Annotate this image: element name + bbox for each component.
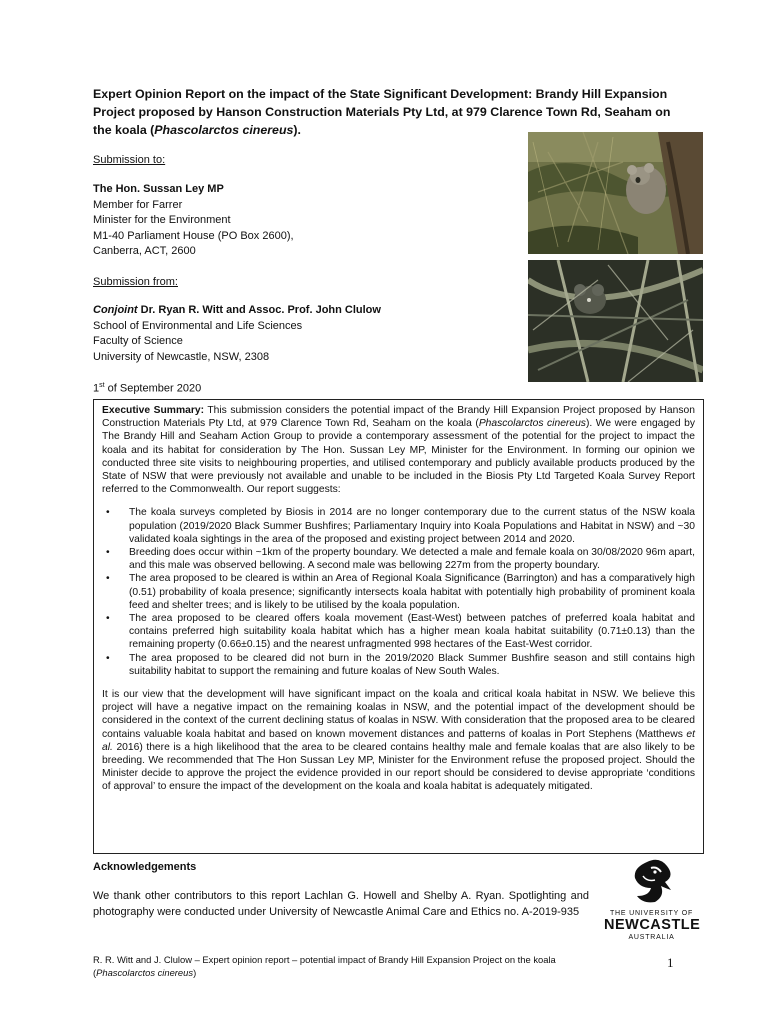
summary-bullet [102, 572, 695, 612]
bullet-dot: • [106, 573, 110, 585]
summary-p1-part-b: ). We were engaged by The Brandy Hill and Seaham Action Group to provide a contemporary assessment of the potential for the project to impact the koala and its habitat for consideration by The Hon. Sussan Ley MP, Minister for the Environment. In forming our opinion we conducted three site visits to neighbouring properties, and utilised contemporary and publicly available products produced by the State of NSW that were previously not available and unable to be included in the Biosis Pty Ltd Targeted Koala Survey Report referred to the Commonwealth. Our report suggests: [102, 418, 696, 496]
title-scientific-name: Phascolarctos cinereus [154, 123, 294, 137]
summary-bullet-text: The area proposed to be cleared did not burn in the 2019/2020 Black Summer Bushfire season and still contains high suitability habitat to support the remaining and future koalas of New South Wales. [129, 652, 695, 677]
summary-et-al: et al. [102, 728, 695, 753]
submission-from-address [93, 303, 381, 365]
author-line-3: University of Newcastle, NSW, 2308 [93, 350, 270, 363]
summary-bullet [102, 652, 695, 678]
footer-scientific-name: Phascolarctos cinereus [96, 967, 194, 978]
recipient-line-4: Canberra, ACT, 2600 [93, 245, 196, 257]
title-line-3-pre: the koala ( [93, 123, 155, 137]
report-date [93, 378, 201, 397]
summary-bullet-list [102, 506, 695, 678]
summary-bullet-text: Breeding does occur within ~1km of the property boundary. We detected a male and female koala on 30/08/2020 96m apart, and this male was observed bellowing. A second male was bellowing 227m from the property boundary. [129, 547, 695, 572]
university-logo [604, 858, 699, 942]
date-rest: of September 2020 [104, 382, 202, 395]
submission-from-label: Submission from: [93, 276, 178, 288]
author-line-1: School of Environmental and Life Sciences [93, 319, 303, 332]
report-title [93, 85, 718, 139]
title-line-2: Project proposed by Hanson Construction Materials Pty Ltd, at 979 Clarence Town Rd, Seaham on [93, 105, 671, 119]
logo-line-2: NEWCASTLE [604, 917, 701, 933]
summary-p2-part-b: 2016) there is a high likelihood that the area to be cleared contains healthy male and female koalas that are also likely to be breeding. We recommended that The Hon Sussan Ley MP, Minister for the Environment refuse the proposed project. Should the Minister decide to approve the project the evidence provided in our report should be considered to devise appropriate ‘conditions of approval’ to ensure the impact of the development on the koala and koala habitat is adequately mitigated. [102, 741, 695, 793]
summary-bullet-text: The area proposed to be cleared offers koala movement (East-West) between patches of preferred koala habitat and contains preferred high suitability koala habitat which has a higher mean koala habitat suitability (0.71±0.13) than the remaining property (0.66±0.15) and the nearest unfragmented 998 hectares of the East-West corridor. [129, 613, 695, 651]
bullet-dot: • [106, 547, 110, 559]
submission-to-address [93, 182, 294, 260]
summary-paragraph-2 [102, 688, 695, 794]
acknowledgements-heading: Acknowledgements [93, 861, 197, 873]
recipient-name: The Hon. Sussan Ley MP [93, 183, 224, 195]
summary-paragraph-1 [102, 404, 695, 496]
conjoint-label: Conjoint [93, 304, 138, 316]
summary-bullet-text: The koala surveys completed by Biosis in 2014 are no longer contemporary due to the current status of the NSW koala population (2019/2020 Black Summer Bushfires; Parliamentary Inquiry into Koala Populations and Habitat in NSW) and ~30 validated koala sightings in the area of the proposed and existing project between 2014 and 2020. [129, 507, 695, 545]
seahorse-logo-icon [604, 858, 699, 909]
summary-p1-part-a: This submission considers the potential impact of the Brandy Hill Expansion Project proposed by Hanson Construction Materials Pty Ltd, at 979 Clarence Town Rd, Seaham on the koala ( [102, 405, 695, 430]
title-line-3-post: ). [293, 123, 301, 137]
recipient-line-2: Minister for the Environment [93, 214, 231, 226]
authors-text: Dr. Ryan R. Witt and Assoc. Prof. John Clulow [137, 304, 381, 316]
summary-heading: Executive Summary: [102, 405, 204, 416]
summary-scientific-name: Phascolarctos cinereus [478, 418, 586, 430]
acknowledgements-text: We thank other contributors to this report Lachlan G. Howell and Shelby A. Ryan. Spotlighting and photography were conducted under University of Newcastle Animal Care and Ethics no. A-2019-935 [93, 890, 589, 918]
footer-paren-open: ( [93, 967, 97, 978]
author-line-2: Faculty of Science [93, 335, 183, 347]
koala-photo-top [528, 132, 703, 254]
logo-line-3: AUSTRALIA [628, 934, 675, 941]
summary-bullet-text: The area proposed to be cleared is within an Area of Regional Koala Significance (Barrington) and has a comparatively high (0.51) probability of koala presence; significantly intersects koala habitat with potentially high probability of prominent koala feed and shelter trees; and is likely to be utilised by the koala population. [129, 573, 695, 611]
summary-bullet [102, 546, 695, 572]
summary-p2-part-a: It is our view that the development will have significant impact on the koala and critical koala habitat in NSW. We believe this project will have a negative impact on the remaining koalas in NSW, and the potential impact of the development should be considered in the context of the current declining status of koalas in NSW. With consideration that the proposed area to be cleared contains valuable koala habitat and based on known movement distances and patterns of koalas in Port Stephens (Matthews [102, 689, 695, 740]
footer-line-2 [93, 966, 623, 979]
submission-to-label: Submission to: [93, 154, 166, 166]
title-line-1: Expert Opinion Report on the impact of the State Significant Development: Brandy Hill Expansion [93, 87, 668, 101]
bullet-dot: • [106, 507, 110, 519]
executive-summary-box [93, 399, 704, 854]
recipient-line-3: M1-40 Parliament House (PO Box 2600), [93, 229, 294, 242]
date-day: 1 [93, 382, 100, 395]
recipient-line-1: Member for Farrer [93, 198, 183, 211]
summary-bullet [102, 506, 695, 546]
bullet-dot: • [106, 613, 110, 625]
summary-bullet [102, 612, 695, 652]
author-names [93, 303, 381, 319]
koala-photo-bottom [528, 260, 703, 382]
footer-paren-close: ) [193, 967, 197, 978]
logo-line-1: THE UNIVERSITY OF [609, 910, 694, 917]
page-number: 1 [667, 955, 674, 970]
footer-line-1: R. R. Witt and J. Clulow – Expert opinion report – potential impact of Brandy Hill Expansion Project on the koala [93, 954, 556, 965]
date-suffix: st [99, 382, 105, 389]
bullet-dot: • [106, 652, 110, 664]
page-footer [93, 953, 623, 979]
